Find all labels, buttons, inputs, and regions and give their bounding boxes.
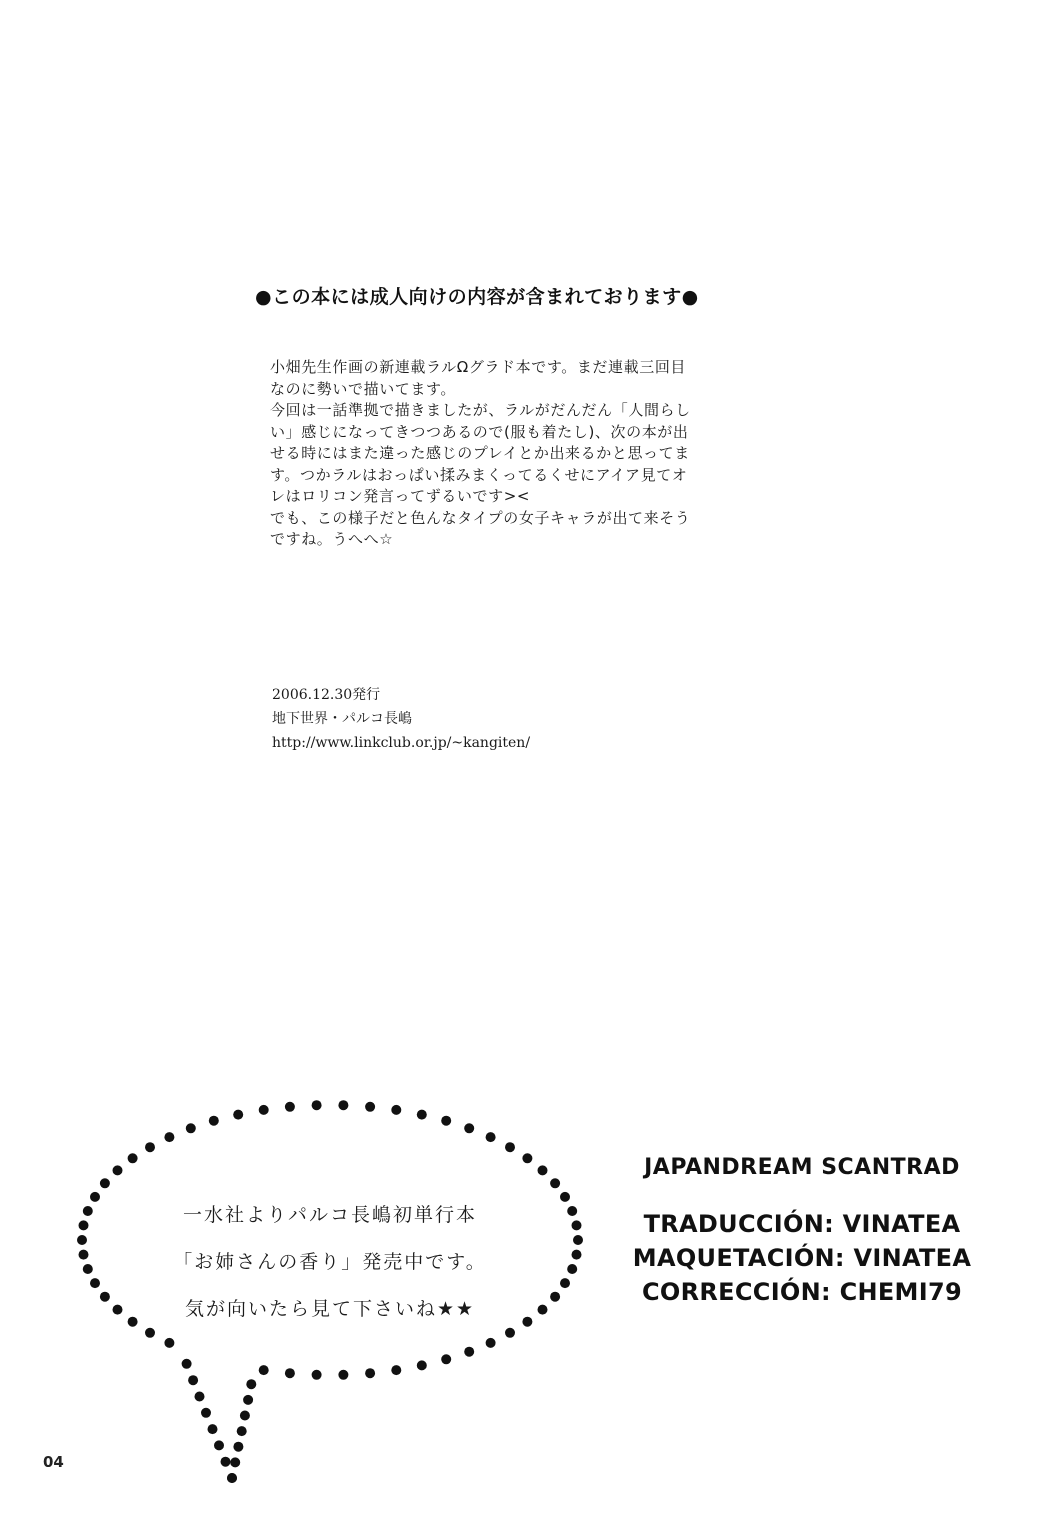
note-line: ですね。うへへ☆ — [270, 530, 394, 548]
bubble-tail-dot — [246, 1379, 256, 1389]
bubble-line: 気が向いたら見て下さいね★★ — [184, 1298, 476, 1320]
circle-name: 地下世界・パルコ長嶋 — [272, 711, 412, 727]
bubble-dot — [441, 1116, 451, 1126]
credit-layout: MAQUETACIÓN: VINATEA — [632, 1244, 972, 1272]
bubble-dot — [486, 1338, 496, 1348]
publish-date: 2006.12.30発行 — [272, 687, 381, 703]
website-link[interactable]: http://www.linkclub.or.jp/~kangiten/ — [272, 735, 531, 751]
note-line: せる時にはまた違った感じのプレイとか出来るかと思ってま — [270, 444, 690, 462]
bubble-dot — [79, 1220, 89, 1230]
bubble-dot — [209, 1116, 219, 1126]
bubble-dot — [560, 1278, 570, 1288]
bubble-dot — [312, 1100, 322, 1110]
bubble-dot — [186, 1123, 196, 1133]
bubble-dot — [572, 1220, 582, 1230]
bubble-dot — [164, 1338, 174, 1348]
bubble-dot — [391, 1105, 401, 1115]
note-line: レはロリコン発言ってずるいです>< — [270, 487, 531, 505]
bubble-dot — [560, 1192, 570, 1202]
bubble-dot — [128, 1153, 138, 1163]
bubble-tail-dot — [188, 1375, 198, 1385]
bubble-line: 一水社よりパルコ長嶋初単行本 — [182, 1204, 477, 1226]
bubble-dot — [538, 1305, 548, 1315]
bubble-dot — [83, 1206, 93, 1216]
bubble-dot — [164, 1132, 174, 1142]
bubble-dot — [100, 1178, 110, 1188]
bubble-dot — [391, 1365, 401, 1375]
bubble-dot — [90, 1278, 100, 1288]
bubble-dot — [538, 1165, 548, 1175]
bubble-dot — [233, 1110, 243, 1120]
bubble-tail-dot — [227, 1473, 237, 1483]
bubble-tail-dot — [195, 1392, 205, 1402]
bubble-dot — [285, 1102, 295, 1112]
credit-translation: TRADUCCIÓN: VINATEA — [643, 1210, 961, 1238]
bubble-message — [130, 1192, 530, 1333]
note-line: 今回は一話準拠で描きましたが、ラルがだんだん「人間らし — [270, 401, 691, 419]
bubble-dot — [572, 1250, 582, 1260]
bubble-tail-dot — [201, 1408, 211, 1418]
bubble-dot — [259, 1105, 269, 1115]
bubble-dot — [417, 1110, 427, 1120]
bubble-dot — [113, 1165, 123, 1175]
bubble-dot — [567, 1264, 577, 1274]
bubble-dot — [417, 1360, 427, 1370]
credits-group-name: JAPANDREAM SCANTRAD — [644, 1155, 960, 1180]
note-line: なのに勢いで描いてます。 — [270, 379, 457, 398]
bubble-dot — [312, 1370, 322, 1380]
bubble-tail-dot — [233, 1442, 243, 1452]
bubble-dot — [567, 1206, 577, 1216]
note-line: でも、この様子だと色んなタイプの女子キャラが出て来そう — [270, 508, 691, 527]
note-line: い」感じになってきつつあるので(服も着たし)、次の本が出 — [270, 422, 689, 441]
bubble-dot — [145, 1142, 155, 1152]
bubble-dot — [83, 1264, 93, 1274]
bubble-dot — [464, 1123, 474, 1133]
bubble-dot — [441, 1354, 451, 1364]
bubble-dot — [522, 1153, 532, 1163]
bubble-dot — [77, 1235, 87, 1245]
bubble-tail-dot — [208, 1424, 218, 1434]
bubble-dot — [464, 1347, 474, 1357]
bubble-dot — [365, 1102, 375, 1112]
bubble-dot — [259, 1365, 269, 1375]
bubble-dot — [113, 1305, 123, 1315]
bubble-dot — [365, 1368, 375, 1378]
credit-correction: CORRECCIÓN: CHEMI79 — [642, 1278, 962, 1306]
bubble-tail-dot — [240, 1411, 250, 1421]
note-line: 小畑先生作画の新連載ラルΩグラド本です。まだ連載三回目 — [270, 358, 687, 376]
bubble-dot — [79, 1250, 89, 1260]
bubble-tail-dot — [221, 1457, 231, 1467]
bubble-tail-dot — [214, 1440, 224, 1450]
bubble-tail-dot — [237, 1426, 247, 1436]
bubble-dot — [505, 1142, 515, 1152]
bubble-tail-dot — [243, 1395, 253, 1405]
bubble-dot — [486, 1132, 496, 1142]
bubble-line: 「お姉さんの香り」発売中です。 — [173, 1251, 487, 1273]
note-line: す。つかラルはおっぱい揉みまくってるくせにアイア見てオ — [270, 465, 688, 484]
page-number: 04 — [43, 1453, 64, 1471]
bubble-dot — [550, 1178, 560, 1188]
bubble-dot — [550, 1292, 560, 1302]
bubble-dot — [100, 1292, 110, 1302]
adult-content-warning: ●この本には成人向けの内容が含まれております● — [255, 286, 699, 308]
bubble-tail-dot — [230, 1457, 240, 1467]
bubble-dot — [90, 1192, 100, 1202]
bubble-dot — [338, 1370, 348, 1380]
scanlation-credits — [612, 1155, 992, 1309]
bubble-dot — [338, 1100, 348, 1110]
bubble-dot — [573, 1235, 583, 1245]
bubble-dot — [285, 1368, 295, 1378]
bubble-tail-dot — [182, 1359, 192, 1369]
